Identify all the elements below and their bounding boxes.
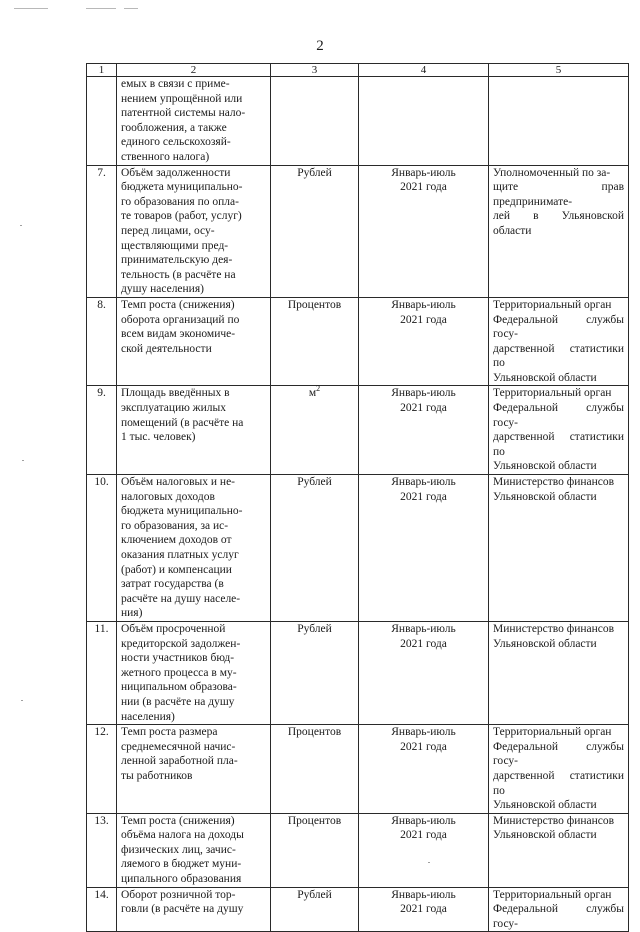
column-header: 3	[271, 64, 359, 77]
indicator-name: Объём задолженности бюджета муниципально- го образования по опла- те товаров (работ, услуг) перед лицами, осу- ществляющими пред- принимательскую дея- тельность (в расчёте на душу населения)	[117, 165, 271, 297]
scan-artifact	[124, 8, 138, 9]
data-source: Министерство финансов Ульяновской области	[489, 813, 629, 887]
row-number	[87, 77, 117, 166]
reporting-period: Январь-июль 2021 года	[359, 887, 489, 932]
column-header: 2	[117, 64, 271, 77]
table-header-row	[87, 64, 629, 77]
reporting-period	[359, 77, 489, 166]
unit-of-measure: Процентов	[271, 725, 359, 814]
column-header: 4	[359, 64, 489, 77]
data-source: Территориальный орган Федеральной службы госу- дарственной статистики по Ульяновской области	[489, 386, 629, 475]
data-source: Территориальный орган Федеральной службы госу-	[489, 887, 629, 932]
unit-of-measure: Рублей	[271, 621, 359, 724]
row-number: 9.	[87, 386, 117, 475]
table-row	[87, 77, 629, 166]
data-source	[489, 77, 629, 166]
data-source: Уполномоченный по за- щите прав предпринимате- лей в Ульяновской области	[489, 165, 629, 297]
indicator-name: емых в связи с приме- нением упрощённой или патентной системы нало- гообложения, а также единого сельскохозяй- ственного налога)	[117, 77, 271, 166]
indicator-name: Темп роста (снижения) оборота организаций по всем видам экономиче- ской деятельности	[117, 297, 271, 386]
indicator-name: Темп роста размера среднемесячной начис- ленной заработной пла- ты работников	[117, 725, 271, 814]
scan-artifact	[22, 460, 24, 461]
indicator-name: Темп роста (снижения) объёма налога на доходы физических лиц, зачис- ляемого в бюджет муни- ципального образования	[117, 813, 271, 887]
row-number: 11.	[87, 621, 117, 724]
row-number: 8.	[87, 297, 117, 386]
indicator-name: Объём просроченной кредиторской задолжен- ности участников бюд- жетного процесса в му- ниципальном образова- нии (в расчёте на душу населения)	[117, 621, 271, 724]
unit-of-measure: Процентов	[271, 297, 359, 386]
data-source: Территориальный орган Федеральной службы госу- дарственной статистики по Ульяновской области	[489, 297, 629, 386]
data-source: Министерство финансов Ульяновской области	[489, 475, 629, 622]
unit-of-measure	[271, 77, 359, 166]
table-row	[87, 621, 629, 724]
row-number: 13.	[87, 813, 117, 887]
reporting-period: Январь-июль 2021 года	[359, 165, 489, 297]
reporting-period: Январь-июль 2021 года	[359, 813, 489, 887]
unit-of-measure: Рублей	[271, 887, 359, 932]
reporting-period: Январь-июль 2021 года	[359, 297, 489, 386]
page-number: 2	[316, 38, 324, 54]
scan-artifact	[21, 700, 23, 701]
row-number: 12.	[87, 725, 117, 814]
row-number: 7.	[87, 165, 117, 297]
indicator-name: Оборот розничной тор- говли (в расчёте на душу	[117, 887, 271, 932]
scan-artifact	[86, 8, 116, 9]
reporting-period: Январь-июль 2021 года	[359, 725, 489, 814]
unit-of-measure: Процентов	[271, 813, 359, 887]
unit-base: м	[308, 387, 317, 400]
table-row	[87, 887, 629, 932]
row-number: 10.	[87, 475, 117, 622]
unit-of-measure: Рублей	[271, 475, 359, 622]
table-row	[87, 475, 629, 622]
unit-of-measure	[271, 386, 359, 475]
data-source: Министерство финансов Ульяновской области	[489, 621, 629, 724]
indicator-name: Площадь введённых в эксплуатацию жилых помещений (в расчёте на 1 тыс. человек)	[117, 386, 271, 475]
reporting-period: Январь-июль 2021 года	[359, 475, 489, 622]
scan-artifact	[20, 225, 22, 226]
table-row	[87, 386, 629, 475]
table-row	[87, 813, 629, 887]
row-number: 14.	[87, 887, 117, 932]
indicator-name: Объём налоговых и не- налоговых доходов бюджета муниципально- го образования, за ис- ключением доходов от оказания платных услуг (работ) и компенсации затрат государства (в расчёте на душу населе- ния)	[117, 475, 271, 622]
column-header: 5	[489, 64, 629, 77]
unit-of-measure: Рублей	[271, 165, 359, 297]
reporting-period: Январь-июль 2021 года	[359, 386, 489, 475]
table-row	[87, 297, 629, 386]
table-row	[87, 725, 629, 814]
scan-artifact	[14, 8, 48, 9]
unit-superscript: 2	[316, 384, 321, 394]
indicators-table	[86, 63, 629, 932]
column-header: 1	[87, 64, 117, 77]
reporting-period: Январь-июль 2021 года	[359, 621, 489, 724]
table-row	[87, 165, 629, 297]
data-source: Территориальный орган Федеральной службы госу- дарственной статистики по Ульяновской области	[489, 725, 629, 814]
